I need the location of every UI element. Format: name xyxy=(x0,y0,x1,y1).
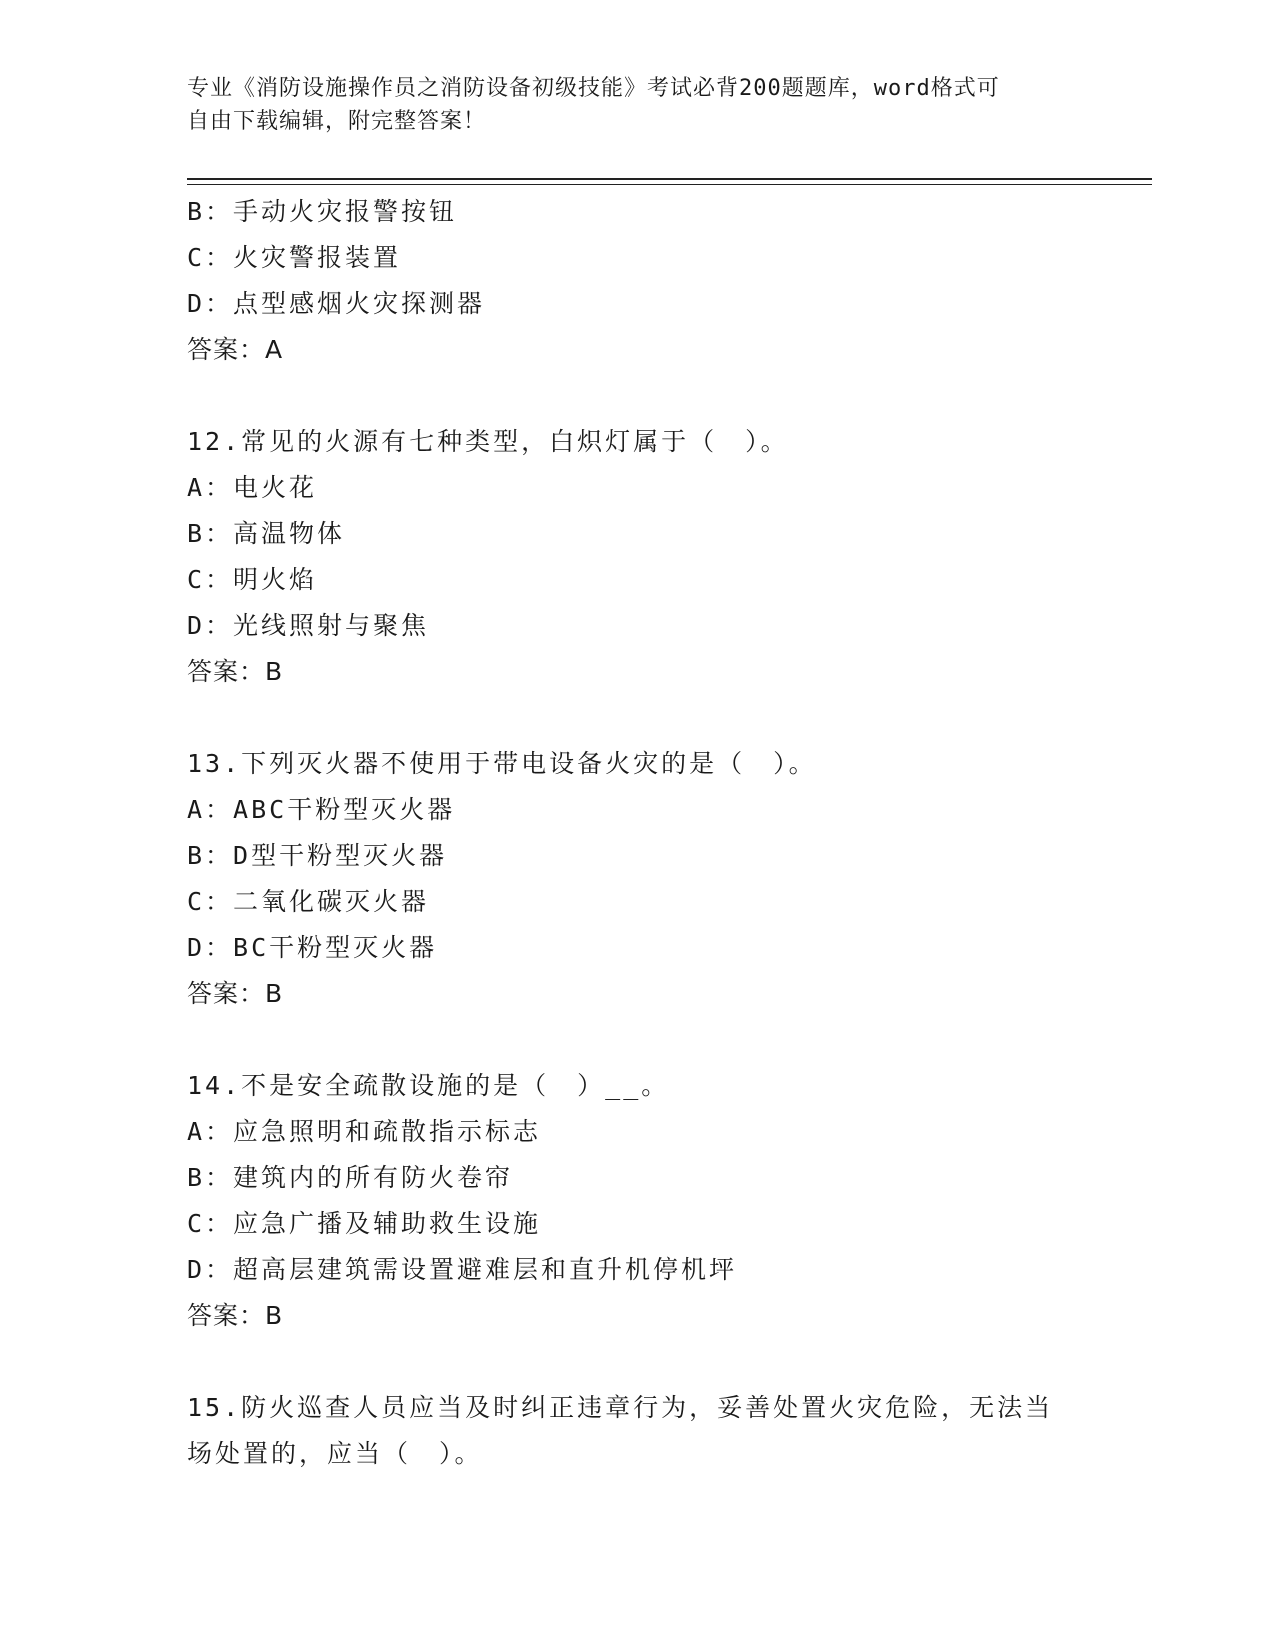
question-11-tail xyxy=(187,189,1087,373)
option-c: C：二氧化碳灭火器 xyxy=(187,887,430,916)
question-text-line-2: 场处置的，应当（ ）。 xyxy=(187,1439,483,1468)
option-a: A：ABC干粉型灭火器 xyxy=(187,795,456,824)
spacer xyxy=(187,695,1087,741)
spacer xyxy=(187,1339,1087,1385)
header-divider-thin xyxy=(187,184,1152,185)
option-d: D：BC干粉型灭火器 xyxy=(187,933,438,962)
spacer xyxy=(187,373,1087,419)
option-b: B：建筑内的所有防火卷帘 xyxy=(187,1163,514,1192)
option-c: C：火灾警报装置 xyxy=(187,243,402,272)
option-d: D：超高层建筑需设置避难层和直升机停机坪 xyxy=(187,1255,738,1284)
option-a: A：电火花 xyxy=(187,473,318,502)
answer: 答案：B xyxy=(187,657,284,686)
question-14 xyxy=(187,1063,1087,1339)
question-13 xyxy=(187,741,1087,1017)
header-line-2: 自由下载编辑，附完整答案！ xyxy=(187,109,487,134)
answer: 答案：B xyxy=(187,1301,284,1330)
option-d: D：光线照射与聚焦 xyxy=(187,611,430,640)
spacer xyxy=(187,1017,1087,1063)
option-b: B：D型干粉型灭火器 xyxy=(187,841,448,870)
header-divider-thick xyxy=(187,178,1152,180)
option-a: A：应急照明和疏散指示标志 xyxy=(187,1117,542,1146)
question-15 xyxy=(187,1385,1087,1477)
question-text: 12.常见的火源有七种类型，白炽灯属于（ ）。 xyxy=(187,427,789,456)
question-12 xyxy=(187,419,1087,695)
answer: 答案：A xyxy=(187,335,284,364)
option-c: C：明火焰 xyxy=(187,565,318,594)
option-c: C：应急广播及辅助救生设施 xyxy=(187,1209,542,1238)
question-list xyxy=(187,189,1087,1477)
question-text: 14.不是安全疏散设施的是（ ）__。 xyxy=(187,1071,670,1100)
option-b: B：手动火灾报警按钮 xyxy=(187,197,458,226)
document-header xyxy=(187,72,1067,138)
option-d: D：点型感烟火灾探测器 xyxy=(187,289,486,318)
header-line-1: 专业《消防设施操作员之消防设备初级技能》考试必背200题题库，word格式可 xyxy=(187,76,1000,101)
question-text-line-1: 15.防火巡查人员应当及时纠正违章行为，妥善处置火灾危险，无法当 xyxy=(187,1393,1054,1422)
option-b: B：高温物体 xyxy=(187,519,346,548)
answer: 答案：B xyxy=(187,979,284,1008)
question-text: 13.下列灭火器不使用于带电设备火灾的是（ ）。 xyxy=(187,749,817,778)
